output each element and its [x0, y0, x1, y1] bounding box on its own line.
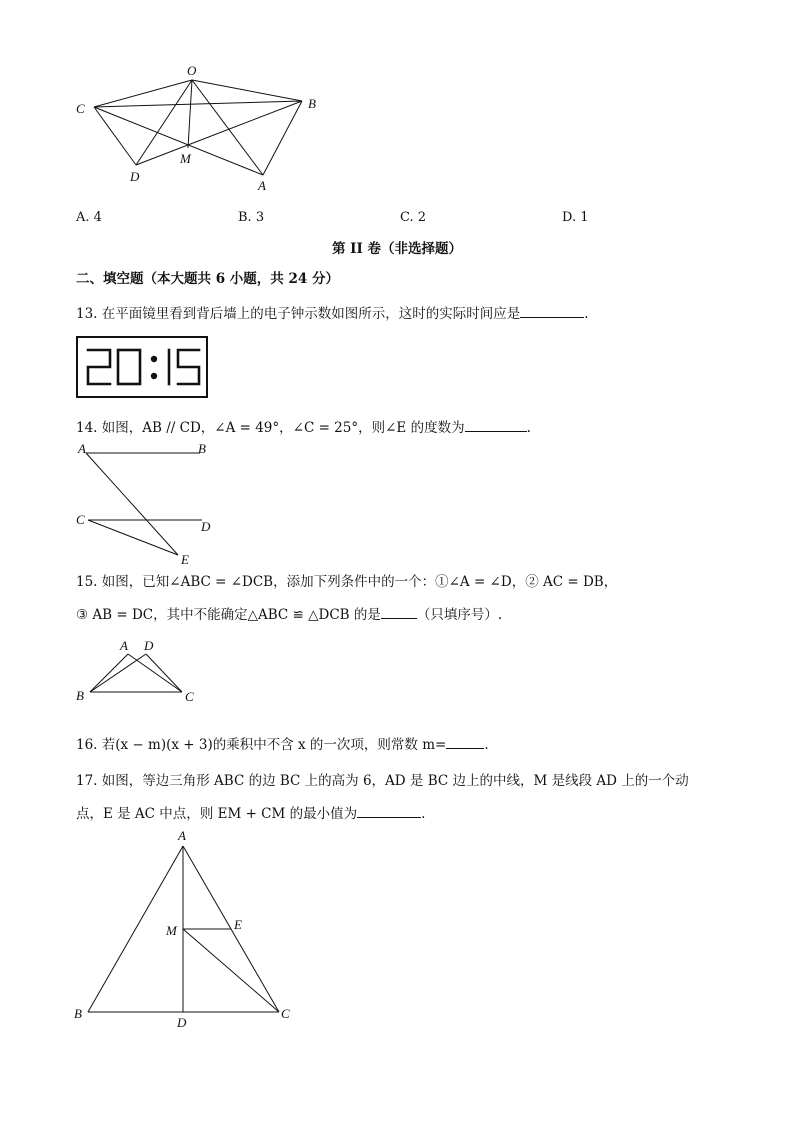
point-label-a: A [120, 638, 128, 653]
point-label-e: E [181, 552, 189, 567]
point-label-o: O [187, 63, 197, 78]
point-label-b: B [74, 1006, 82, 1021]
section-heading: 二、填空题（本大题共 6 小题，共 24 分） [76, 271, 339, 287]
segment-ae [86, 453, 178, 555]
point-label-d: D [144, 638, 154, 653]
question-16-text: 16. 若(x − m)(x + 3)的乘积中不含 x 的一次项，则常数 m= [76, 737, 447, 753]
segment-bd [90, 654, 146, 692]
question-17-line1: 17. 如图，等边三角形 ABC 的边 BC 上的高为 6，AD 是 BC 边上的中线，M 是线段 AD 上的一个动 [76, 773, 689, 789]
segment-ba [90, 654, 128, 692]
question-15-text: ③ AB = DC，其中不能确定△ABC ≌ △DCB 的是 [76, 607, 381, 623]
segment-dc [146, 654, 182, 692]
question-15-line2 [76, 604, 502, 624]
answer-blank-16 [446, 734, 484, 749]
segment-cb [94, 101, 302, 107]
choice-a: A. 4 [76, 210, 102, 225]
choice-d: D. 1 [562, 210, 589, 225]
answer-blank-15 [381, 604, 417, 619]
question-14-text: 14. 如图，AB // CD，∠A = 49°，∠C = 25°，则∠E 的度数为 [76, 420, 465, 436]
question-16-end: . [484, 737, 489, 753]
segment-ac [128, 654, 182, 692]
segment-ob [192, 80, 302, 101]
point-label-b: B [198, 441, 206, 456]
question-15-line1: 15. 如图，已知∠ABC = ∠DCB，添加下列条件中的一个：①∠A = ∠D，② AC = DB， [76, 574, 618, 590]
point-label-c: C [185, 689, 194, 704]
figure-q14 [70, 440, 220, 570]
answer-blank-13 [520, 303, 584, 318]
figure-q15 [70, 632, 210, 708]
question-17-end: . [421, 806, 426, 822]
point-label-b: B [76, 688, 84, 703]
answer-blank-17 [357, 803, 421, 818]
question-17-text: 点，E 是 AC 中点，则 EM + CM 的最小值为 [76, 806, 358, 822]
choice-c: C. 2 [400, 210, 427, 225]
figure-q12 [70, 60, 330, 195]
clock-display-digits [78, 338, 206, 396]
question-13-end: . [584, 306, 589, 322]
question-17-line2 [76, 803, 425, 823]
point-label-d: D [201, 519, 211, 534]
answer-blank-14 [465, 417, 527, 432]
question-13 [76, 303, 589, 323]
segment-ba [263, 101, 302, 175]
point-label-a: A [258, 178, 266, 193]
segment-ce [88, 520, 178, 555]
figure-q17 [70, 826, 300, 1036]
segment-mc [183, 929, 279, 1012]
volume-title: 第 II 卷（非选择题） [331, 241, 463, 257]
point-label-d: D [177, 1015, 187, 1030]
point-label-a: A [178, 828, 186, 843]
segment-om [188, 80, 192, 148]
question-13-text: 13. 在平面镜里看到背后墙上的电子钟示数如图所示，这时的实际时间应是 [76, 306, 521, 322]
segment-bd [136, 101, 302, 165]
question-16 [76, 734, 489, 754]
point-label-c: C [76, 101, 85, 116]
choice-b: B. 3 [238, 210, 265, 225]
question-14-end: . [526, 420, 531, 436]
question-15-end: （只填序号）. [416, 607, 503, 623]
question-14 [76, 417, 531, 437]
point-label-m: M [166, 923, 177, 938]
point-label-c: C [281, 1006, 290, 1021]
digital-clock [76, 336, 208, 398]
point-label-e: E [234, 917, 242, 932]
point-label-c: C [76, 512, 85, 527]
point-label-d: D [130, 169, 140, 184]
point-label-a: A [78, 441, 86, 456]
point-label-b: B [308, 96, 316, 111]
point-label-m: M [180, 151, 191, 166]
